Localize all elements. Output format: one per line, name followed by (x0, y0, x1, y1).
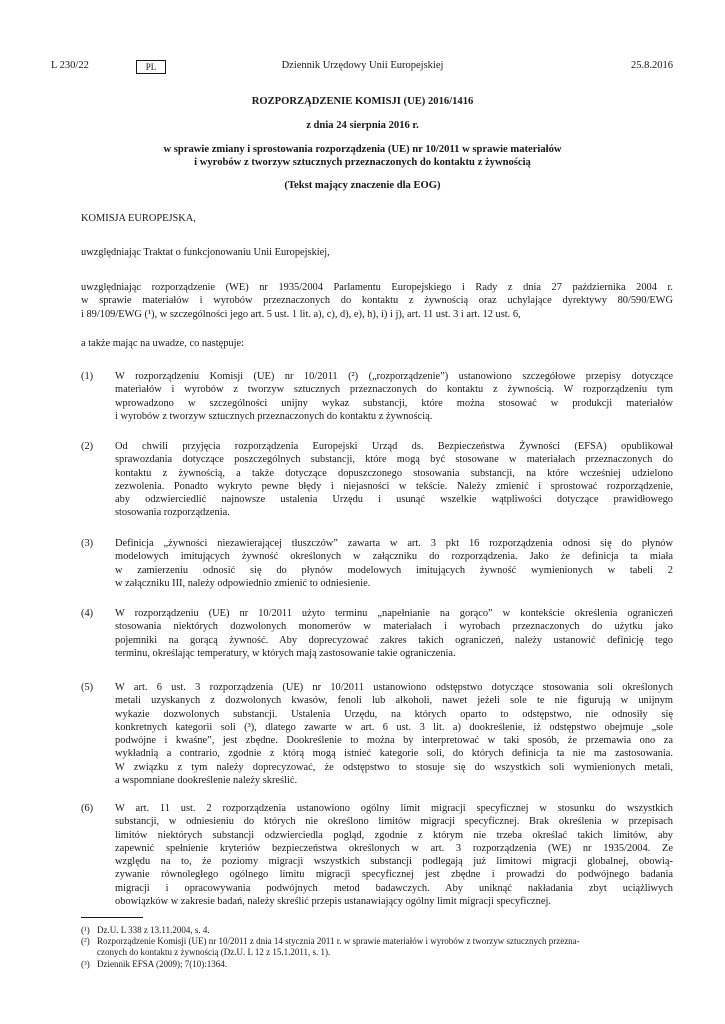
text-line: Definicja „żywności niezawierającej tłuszczów” zawarta w art. 3 pkt 16 rozporządzenia odnosi się do płynów (115, 538, 673, 549)
text-line: zapewnić spełnienie kryteriów bezpieczeństwa określonych w art. 3 rozporządzenia (WE) nr 1935/2004. Ze (115, 842, 673, 854)
text-line: wykładnią a contrario, zgodnie z którą mogą istnieć kategorie soli, do których definicja ta nie ma zastosowania. (115, 748, 673, 760)
text-line: Dz.U. L 338 z 13.11.2004, s. 4. (97, 925, 210, 935)
text-line: w załączniku III, należy odpowiednio zmienić to odniesienie. (115, 577, 371, 589)
text-line: W rozporządzeniu Komisji (UE) nr 10/2011 (²) („rozporządzenie”) ustanowiono szczegółowe przepisy dotyczące (115, 371, 673, 382)
recital-number: (4) (81, 608, 94, 619)
regulation-subject-line-1: w sprawie zmiany i sprostowania rozporządzenia (UE) nr 10/2011 w sprawie materiałów (163, 144, 562, 155)
whereas-clause: a także mając na uwadze, co następuje: (81, 338, 244, 349)
regulation-date: z dnia 24 sierpnia 2016 r. (306, 120, 419, 131)
text-line: kontaktu z żywnością, a także dotyczące dopuszczonego stosowania substancji, na które wcześniej udzielono (115, 467, 673, 479)
recital-text (115, 607, 673, 660)
recital-number: (2) (81, 441, 94, 452)
footnote-text (97, 925, 673, 936)
footnote-marker: (²) (81, 936, 90, 946)
text-line: w sprawie materiałów i wyrobów przeznaczonych do kontaktu z żywnością oraz uchylające dyrektywy 80/590/EWG (81, 295, 673, 307)
text-line: terminu, określając temperatury, w których mają zastosowanie takie ograniczenia. (115, 647, 456, 659)
regulation-title: ROZPORZĄDZENIE KOMISJI (UE) 2016/1416 (251, 96, 474, 107)
text-line: czonych do kontaktu z żywnością (Dz.U. L 12 z 15.1.2011, s. 1). (97, 947, 331, 958)
text-line: uwzględniając rozporządzenie (WE) nr 1935/2004 Parlamentu Europejskiego i Rady z dnia 27 października 2004 r. (81, 282, 673, 293)
text-line: stosowania niektórych dozwolonych monomerów w materiałach i wyrobach przeznaczonych do użytku jako (115, 621, 673, 633)
text-line: i 89/109/EWG (¹), w szczególności jego art. 5 ust. 1 lit. a), c), d), e), h), i) i j), art. 11 ust. 3 i art. 12 ust. 6, (81, 308, 521, 320)
treaty-citation: uwzględniając Traktat o funkcjonowaniu Unii Europejskiej, (81, 247, 330, 258)
issuing-authority: KOMISJA EUROPEJSKA, (81, 213, 196, 224)
footnote-marker: (³) (81, 959, 90, 969)
recital-number: (5) (81, 682, 94, 693)
text-line: metali uzyskanych z dozwolonych kwasów, fenoli lub alkoholi, nawet jeżeli sole te nie figurują w unijnym (115, 695, 673, 707)
text-line: sprawozdania dotyczące poszczególnych substancji, które mogą być stosowane w materiałach przeznaczonych do (115, 454, 673, 466)
footnote-divider (81, 917, 143, 918)
regulation-citation (81, 281, 673, 321)
text-line: wykazie dozwolonych substancji. Ustalenia Urzędu, na których oparto to odstępstwo, nie odnosiły się (115, 708, 673, 720)
text-line: podwójne i kwaśne”, jest zbędne. Dookreślenie to można by interpretować w taki sposób, że przemawia ono za (115, 735, 673, 747)
text-line: zezwolenia. Ponadto wykryto pewne błędy i niejasności w tekście. Należy zmienić i sprostować rozporządzenie, (115, 480, 673, 492)
text-line: limitów niektórych substancji odzwierciedla pogląd, zgodnie z którym nie trzeba określać takich limitów, aby (115, 829, 673, 841)
regulation-subject-line-2: i wyrobów z tworzyw sztucznych przeznaczonych do kontaktu z żywnością (194, 157, 531, 168)
journal-reference: L 230/22 (51, 60, 89, 71)
recital-text (115, 681, 673, 787)
eea-relevance-note: (Tekst mający znaczenie dla EOG) (284, 180, 441, 191)
recital-text (115, 802, 673, 908)
recital-text (115, 537, 673, 590)
text-line: W art. 11 ust. 2 rozporządzenia ustanowiono ogólny limit migracji specyficznej w stosunku do wszystkich (115, 803, 673, 814)
text-line: w zamierzeniu odnosić się do płynów modelowych imitujących żywność wymienionych w tabeli 2 (115, 564, 673, 576)
footnote-text (97, 936, 673, 959)
text-line: Dziennik EFSA (2009); 7(10):1364. (97, 959, 227, 969)
footnote-text (97, 959, 673, 970)
text-line: aby odzwierciedlić najnowsze ustalenia Urzędu i usunąć wszelkie wątpliwości dotyczące prawidłowego (115, 494, 673, 506)
text-line: pojemniki na gorącą żywność. Aby doprecyzować zakres takich ograniczeń, należy ustanowić definicję tego (115, 634, 673, 646)
text-line: materiałów i wyrobów z tworzyw sztucznych przeznaczonych do kontaktu z żywnością. W rozporządzeniu tym (115, 384, 673, 396)
text-line: Od chwili przyjęcia rozporządzenia Europejski Urząd ds. Bezpieczeństwa Żywności (EFSA) opublikował (115, 441, 673, 452)
text-line: modelowych imitujących żywność określonych w załączniku do rozporządzenia. Jako że definicja ta miała (115, 551, 673, 563)
recital-number: (6) (81, 803, 94, 814)
text-line: Rozporządzenie Komisji (UE) nr 10/2011 z dnia 14 stycznia 2011 r. w sprawie materiałów i wyrobów z tworzyw sztucznych przezna- (97, 936, 580, 946)
text-line: obowiązków w zakresie badań, należy skreślić przepis ustanawiający ogólny limit migracji specyficznej. (115, 896, 551, 908)
recital-number: (1) (81, 371, 94, 382)
recital-text (115, 370, 673, 423)
text-line: W art. 6 ust. 3 rozporządzenia (UE) nr 10/2011 ustanowiono odstępstwo dotyczące stosowania soli określonych (115, 682, 673, 693)
journal-name: Dziennik Urzędowy Unii Europejskiej (281, 60, 444, 71)
text-line: migracji i opracowywania podwójnych metod badawczych. Aby uniknąć nakładania zbyt uciążliwych (115, 882, 673, 894)
text-line: a wspomniane dookreślenie należy skreślić. (115, 775, 298, 787)
text-line: względu na to, że poziomy migracji wszystkich substancji podlegają już limitowi migracji globalnej, obowią- (115, 856, 673, 868)
recital-number: (3) (81, 538, 94, 549)
text-line: W związku z tym należy doprecyzować, że odstępstwo to stosuje się do wszystkich soli wymienionych metali, (115, 761, 673, 773)
footnote-marker: (¹) (81, 925, 90, 935)
text-line: wprowadzono w szczególności unijny wykaz substancji, które można stosować w produkcji materiałów (115, 397, 673, 409)
recital-text (115, 440, 673, 520)
publication-date: 25.8.2016 (631, 60, 673, 71)
text-line: W rozporządzeniu (UE) nr 10/2011 użyto terminu „napełnianie na gorąco” w kontekście określenia ograniczeń (115, 608, 673, 619)
language-badge: PL (136, 60, 166, 74)
text-line: substancji, w odniesieniu do których nie określono limitów migracji specyficznej. Brak określenia w przepisach (115, 816, 673, 828)
text-line: i wyrobów z tworzyw sztucznych przeznaczonych do kontaktu z żywnością. (115, 410, 433, 422)
text-line: stosowania rozporządzenia. (115, 507, 230, 519)
text-line: konkretnych kategorii soli (³), dlatego zawarte w art. 6 ust. 3 lit. a) dookreślenie, iż odstępstwo obejmuje „sole (115, 721, 673, 733)
text-line: zywanie równoległego ogólnego limitu migracji specyficznej jest zbędne i prowadzi do podwójnego badania (115, 869, 673, 881)
